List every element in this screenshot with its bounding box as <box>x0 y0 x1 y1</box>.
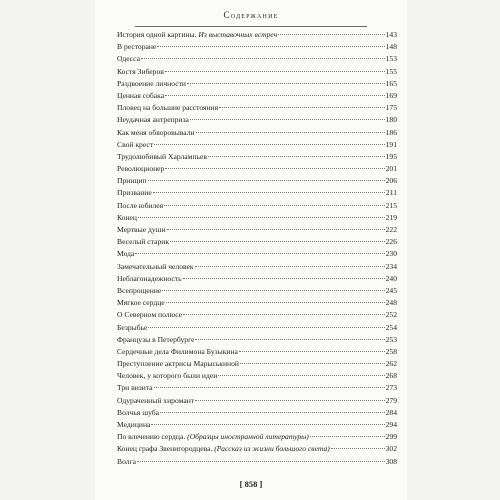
toc-entry-title-text: Человек, у которого были идеи <box>117 371 218 381</box>
toc-entry-title-text: Мертвые души <box>117 225 166 234</box>
toc-entry <box>117 382 397 394</box>
toc-entry-title <box>117 370 217 382</box>
dot-leader <box>183 278 385 279</box>
toc-entry-title <box>117 151 207 163</box>
toc-entry-title-text: Всепрощение <box>117 285 162 295</box>
toc-entry <box>117 151 397 163</box>
toc-entry-title <box>117 382 153 394</box>
toc-entry <box>117 334 397 346</box>
toc-entry-page: 195 <box>385 151 397 161</box>
toc-entry <box>117 175 397 187</box>
toc-entry <box>117 443 397 455</box>
toc-entry-subtitle: (Рассказ из жизни большого света) <box>214 444 330 454</box>
toc-entry-page: 222 <box>385 225 397 234</box>
toc-entry-subtitle: (Образцы иностранной литературы) <box>187 432 309 442</box>
dot-leader <box>151 424 384 425</box>
toc-entry-title-text: Призвание <box>117 188 152 198</box>
toc-entry-page: 308 <box>385 456 397 466</box>
dot-leader <box>135 253 384 254</box>
dot-leader <box>196 132 385 133</box>
toc-entry-page: 211 <box>385 188 397 198</box>
toc-entry-page: 284 <box>385 407 397 417</box>
toc-entry-title <box>117 114 189 126</box>
toc-entry <box>117 127 397 139</box>
dot-leader <box>195 266 385 267</box>
dot-leader <box>278 34 384 35</box>
toc-entry-title-text: Неудачная антреприза <box>117 115 189 125</box>
dot-leader <box>219 107 384 108</box>
dot-leader <box>164 205 384 206</box>
toc-entry-subtitle: Из выставочных встреч <box>198 30 278 39</box>
toc-entry <box>117 78 397 90</box>
dot-leader <box>187 83 385 84</box>
toc-entry-title-text: Костя Зиберов <box>117 66 164 76</box>
dot-leader <box>154 144 385 145</box>
toc-entry-title <box>117 407 159 419</box>
toc-entry-page: 148 <box>385 42 397 52</box>
toc-entry-title-text: О Северном полюсе <box>117 310 183 320</box>
toc-entry-page: 215 <box>385 200 397 210</box>
toc-entry-title-text: Трудолюбивый Харлампьев <box>117 151 207 161</box>
toc-entry-page: 175 <box>385 103 397 113</box>
dot-leader <box>240 363 385 364</box>
toc-entry-title-text: Волга <box>117 456 137 466</box>
toc-entry-page: 226 <box>385 237 397 247</box>
toc-entry-title-text: Одураченный хиромант <box>117 395 195 405</box>
toc-entry-page: 302 <box>385 444 397 454</box>
toc-entry-title-text: История одной картины. <box>117 30 197 39</box>
toc-entry-title-text: Веселый старик <box>117 237 170 247</box>
toc-entry-title <box>117 41 156 53</box>
toc-entry-title-text: Как меня обворовывали <box>117 127 195 137</box>
toc-entry-title <box>117 248 134 260</box>
table-of-contents <box>117 29 397 468</box>
toc-entry-title-text: Раздвоение личности <box>117 78 186 88</box>
dot-leader <box>154 387 385 388</box>
dot-leader <box>170 241 385 242</box>
toc-entry-page: 262 <box>385 359 397 369</box>
toc-entry <box>117 29 397 41</box>
toc-entry <box>117 322 397 334</box>
page-number: [ 858 ] <box>239 479 263 489</box>
toc-entry-title <box>117 346 238 358</box>
toc-entry-title <box>117 139 153 151</box>
dot-leader <box>190 119 385 120</box>
toc-entry <box>117 261 397 273</box>
toc-entry-title <box>117 29 277 41</box>
dot-leader <box>138 217 385 218</box>
toc-entry-title-text: После юбилея <box>117 200 164 210</box>
toc-entry <box>117 163 397 175</box>
dot-leader <box>165 168 384 169</box>
toc-entry <box>117 114 397 126</box>
toc-entry <box>117 139 397 151</box>
toc-entry <box>117 309 397 321</box>
toc-entry-title-text: Безрыбье <box>117 322 148 332</box>
toc-entry <box>117 102 397 114</box>
toc-entry-page: 252 <box>385 310 397 320</box>
toc-entry-title-text: Конец <box>117 212 137 222</box>
book-page <box>95 0 407 500</box>
toc-entry-page: 294 <box>385 420 397 429</box>
toc-entry-title <box>117 273 182 285</box>
toc-entry-page: 248 <box>385 298 397 308</box>
dot-leader <box>183 314 385 315</box>
toc-entry-title-text: Сердечные дела Филимона Бузыкина <box>117 346 238 356</box>
header-rule <box>135 26 367 27</box>
toc-entry-title-text: Пловец на большие расстояния <box>117 103 219 113</box>
toc-entry-title <box>117 66 164 78</box>
toc-entry-title-text: Три визита <box>117 383 153 393</box>
toc-entry <box>117 90 397 102</box>
toc-entry-title <box>117 261 194 273</box>
toc-entry-title-text: Революционер <box>117 164 165 174</box>
toc-entry-page: 234 <box>385 261 397 271</box>
toc-entry-title-text: Французы в Петербурге <box>117 334 195 344</box>
dot-leader <box>166 302 385 303</box>
toc-entry <box>117 407 397 419</box>
toc-entry-page: 268 <box>385 371 397 381</box>
toc-entry-page: 254 <box>385 322 397 332</box>
toc-entry-title <box>117 456 136 468</box>
toc-entry-page: 240 <box>385 273 397 283</box>
toc-entry-title <box>117 395 194 407</box>
toc-entry-title <box>117 102 218 114</box>
toc-entry-title-text: Преступление актрисы Марыськиной <box>117 359 239 369</box>
toc-entry-page: 299 <box>385 432 397 442</box>
toc-entry-title-text: Замечательный человек <box>117 261 194 271</box>
toc-entry-title-text: Принцип <box>117 176 147 186</box>
toc-entry-title <box>117 334 194 346</box>
toc-entry-title <box>117 187 152 199</box>
toc-entry <box>117 358 397 370</box>
toc-entry-title <box>117 419 150 431</box>
toc-entry-page: 165 <box>385 78 397 88</box>
toc-entry <box>117 200 397 212</box>
dot-leader <box>165 95 385 96</box>
dot-leader <box>331 448 385 449</box>
toc-entry-title-text: Одесса <box>117 54 141 64</box>
toc-entry-page: 201 <box>385 164 397 174</box>
toc-entry-page: 258 <box>385 346 397 356</box>
toc-entry-page: 279 <box>385 395 397 405</box>
toc-entry-title-text: Мода <box>117 249 135 259</box>
toc-entry-page: 155 <box>385 66 397 76</box>
toc-entry-title <box>117 358 239 370</box>
toc-entry-title <box>117 175 147 187</box>
dot-leader <box>148 327 384 328</box>
toc-entry-title <box>117 285 161 297</box>
toc-entry-title-text: Медицина <box>117 420 151 429</box>
toc-entry-page: 206 <box>385 176 397 186</box>
dot-leader <box>310 436 385 437</box>
dot-leader <box>208 156 385 157</box>
dot-leader <box>141 58 385 59</box>
dot-leader <box>148 180 385 181</box>
toc-entry-page: 153 <box>385 54 397 64</box>
toc-entry-page: 273 <box>385 383 397 393</box>
dot-leader <box>137 461 385 462</box>
toc-entry-page: 230 <box>385 249 397 259</box>
toc-entry-page: 191 <box>385 139 397 149</box>
toc-entry-title-text: По влечению сердца. <box>117 432 186 442</box>
toc-entry-title <box>117 443 330 455</box>
toc-entry <box>117 297 397 309</box>
toc-entry-title <box>117 163 164 175</box>
toc-entry <box>117 236 397 248</box>
toc-entry <box>117 248 397 260</box>
toc-entry <box>117 53 397 65</box>
toc-entry-title <box>117 297 165 309</box>
toc-entry-title-text: В ресторане <box>117 42 157 52</box>
toc-entry <box>117 285 397 297</box>
dot-leader <box>160 412 385 413</box>
toc-entry-title <box>117 309 182 321</box>
toc-entry-title <box>117 78 186 90</box>
toc-entry-page: 245 <box>385 285 397 295</box>
toc-entry-title <box>117 127 195 139</box>
dot-leader <box>165 71 385 72</box>
page-header: Содержание <box>223 10 279 20</box>
toc-entry-page: 186 <box>385 127 397 137</box>
dot-leader <box>162 290 384 291</box>
toc-entry-page: 253 <box>385 334 397 344</box>
toc-entry-title <box>117 236 169 248</box>
toc-entry-title <box>117 224 166 236</box>
toc-entry-page: 169 <box>385 90 397 100</box>
toc-entry <box>117 419 397 431</box>
toc-entry <box>117 212 397 224</box>
toc-entry <box>117 66 397 78</box>
toc-entry-title <box>117 322 147 334</box>
toc-entry-title-text: Волчья шуба <box>117 407 160 417</box>
dot-leader <box>167 229 385 230</box>
toc-entry-page: 180 <box>385 115 397 125</box>
toc-entry-page: 219 <box>385 212 397 222</box>
dot-leader <box>195 339 384 340</box>
toc-entry-title <box>117 431 309 443</box>
toc-entry <box>117 273 397 285</box>
toc-entry <box>117 456 397 468</box>
toc-entry <box>117 395 397 407</box>
dot-leader <box>157 46 384 47</box>
toc-entry-title-text: Мягкое сердце <box>117 298 165 308</box>
dot-leader <box>153 192 385 193</box>
toc-entry-title <box>117 53 140 65</box>
toc-entry-title-text: Неблагонадежность <box>117 273 182 283</box>
toc-entry-title-text: Конец графа Звенигородцева. <box>117 444 213 454</box>
toc-entry-title-text: Ценная собака <box>117 90 165 100</box>
toc-entry <box>117 346 397 358</box>
toc-entry <box>117 187 397 199</box>
toc-entry <box>117 41 397 53</box>
toc-entry-page: 143 <box>385 30 397 39</box>
toc-entry-title <box>117 90 164 102</box>
dot-leader <box>239 351 385 352</box>
toc-entry-title <box>117 200 163 212</box>
dot-leader <box>195 400 385 401</box>
toc-entry <box>117 370 397 382</box>
toc-entry-title-text: Свой крест <box>117 139 154 149</box>
toc-entry <box>117 431 397 443</box>
toc-entry <box>117 224 397 236</box>
dot-leader <box>218 375 384 376</box>
toc-entry-title <box>117 212 137 224</box>
